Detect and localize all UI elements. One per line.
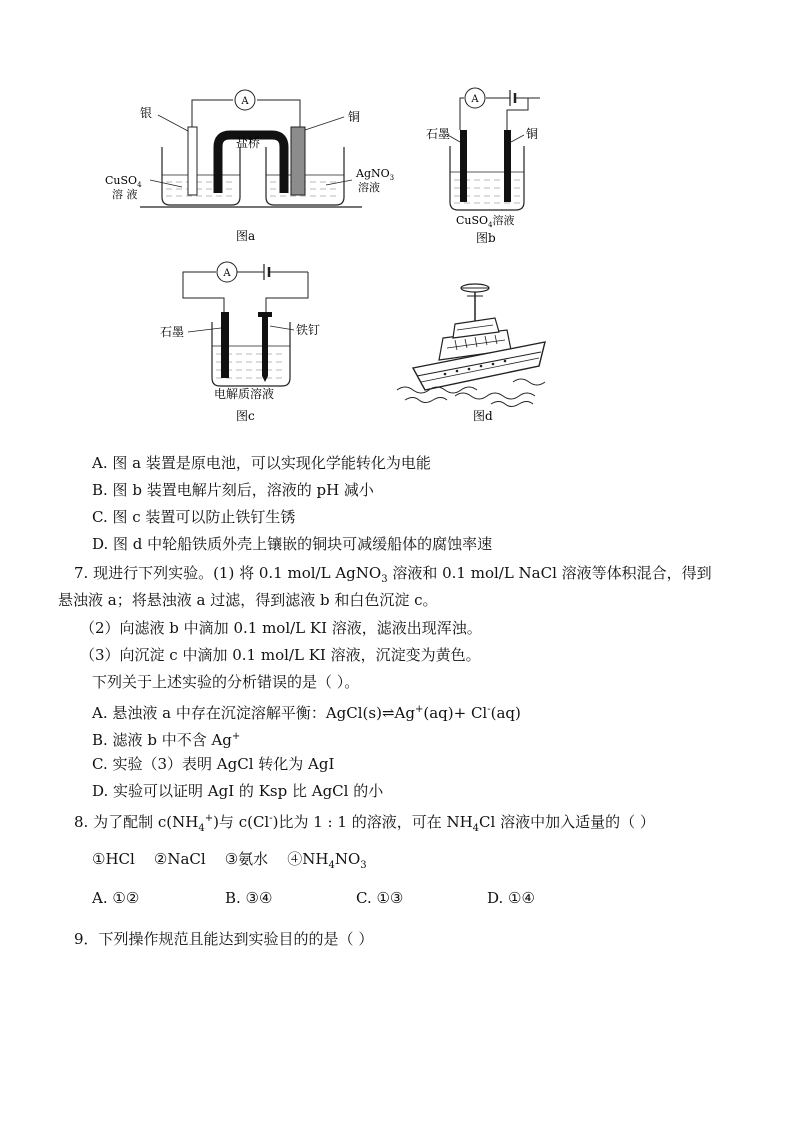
- svg-text:溶 液: 溶 液: [112, 188, 138, 201]
- q9-stem: 9．下列操作规范且能达到实验目的的是（ ）: [74, 930, 374, 948]
- figure-c: [158, 260, 338, 425]
- q6-option-d: D. 图 d 中轮船铁质外壳上镶嵌的铜块可减缓船体的腐蚀率速: [92, 535, 493, 553]
- figure-d: [395, 278, 565, 426]
- svg-text:溶液: 溶液: [358, 181, 380, 194]
- q7-question: 下列关于上述实验的分析错误的是（ ）。: [92, 673, 360, 691]
- q8-option-c: C. ①③: [356, 889, 404, 907]
- svg-text:CuSO4: CuSO$_4$: [105, 174, 142, 189]
- ship-icon: [395, 278, 565, 426]
- svg-text:A: A: [223, 268, 231, 279]
- svg-text:图b: 图b: [476, 231, 496, 245]
- svg-text:铜: 铜: [526, 127, 539, 141]
- q7-stem-line-1: 7. 现进行下列实验。(1) 将 0.1 mol/L AgNO$_3$ 溶液和 0.1 mol/L NaCl 溶液等体积混合，得到: [74, 564, 712, 585]
- q6-option-c: C. 图 c 装置可以防止铁钉生锈: [92, 508, 296, 526]
- q7-stem-line-2: 悬浊液 a；将悬浊液 a 过滤，得到滤液 b 和白色沉淀 c。: [58, 591, 438, 609]
- svg-text:石墨: 石墨: [426, 127, 451, 141]
- svg-text:石墨: 石墨: [160, 325, 185, 339]
- svg-text:铁钉: 铁钉: [296, 323, 321, 337]
- svg-text:A: A: [471, 94, 479, 105]
- q8-option-a: A. ①②: [92, 889, 140, 907]
- q6-option-a: A. 图 a 装置是原电池，可以实现化学能转化为电能: [92, 454, 431, 472]
- svg-text:AgNO3: AgNO$_3$: [356, 167, 395, 182]
- svg-text:铜: 铜: [348, 110, 361, 124]
- svg-text:电解质溶液: 电解质溶液: [214, 387, 275, 401]
- q7-option-a: A. 悬浊液 a 中存在沉淀溶解平衡：AgCl(s)⇌Ag+(aq)+ Cl-(aq): [92, 704, 521, 722]
- figure-a: [100, 85, 420, 250]
- q8-stem: 8. 为了配制 $c(NH_4^+)$与 c(Cl-)比为 1 : 1 的溶液，可在 $NH_4Cl$ 溶液中加入适量的（ ）: [74, 813, 655, 834]
- svg-text:盐桥: 盐桥: [236, 136, 261, 150]
- svg-text:图a: 图a: [236, 229, 256, 243]
- svg-text:银: 银: [140, 106, 153, 120]
- svg-text:CuSO4溶液: CuSO$_4$溶液: [456, 214, 515, 229]
- q8-option-b: B. ③④: [225, 889, 273, 907]
- q6-option-b: B. 图 b 装置电解片刻后，溶液的 pH 减小: [92, 481, 374, 499]
- q7-option-b: B. 滤液 b 中不含 Ag+: [92, 731, 241, 749]
- svg-text:图c: 图c: [236, 409, 255, 423]
- q7-option-d: D. 实验可以证明 AgI 的 Ksp 比 AgCl 的小: [92, 782, 384, 800]
- q8-option-d: D. ①④: [487, 889, 535, 907]
- q7-experiment-2: （2）向滤液 b 中滴加 0.1 mol/L KI 溶液，滤液出现浑浊。: [80, 619, 482, 637]
- q8-items: ①HCl ②NaCl ③氨水 $④NH_4NO_3$: [92, 850, 367, 871]
- svg-text:图d: 图d: [473, 409, 493, 423]
- svg-text:A: A: [241, 96, 249, 107]
- q7-option-c: C. 实验（3）表明 AgCl 转化为 AgI: [92, 755, 335, 773]
- q7-experiment-3: （3）向沉淀 c 中滴加 0.1 mol/L KI 溶液，沉淀变为黄色。: [80, 646, 481, 664]
- figure-b: [410, 80, 560, 248]
